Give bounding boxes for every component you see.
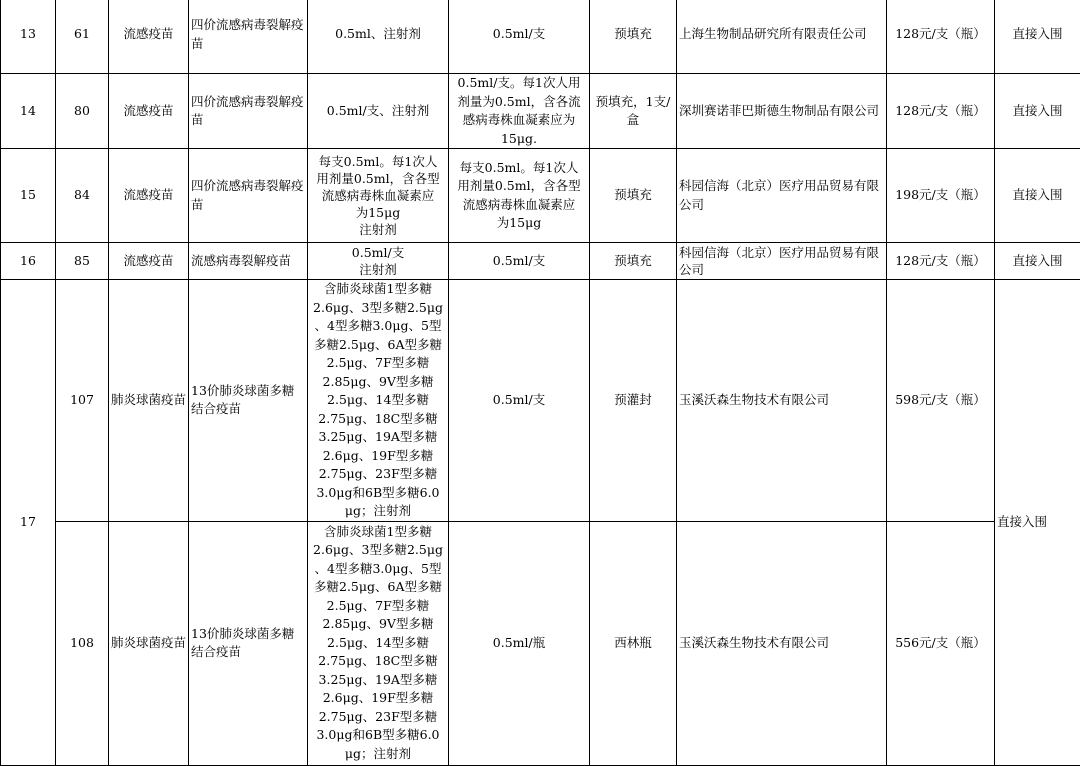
package-type: 预灌封 xyxy=(590,280,677,522)
status-text: 直接入围 xyxy=(995,243,1080,280)
spec-line: 2.75μg、23F型多糖 xyxy=(310,465,446,484)
dosage-line: 每支0.5ml。每1次人 xyxy=(451,159,587,178)
package-type: 预填充 xyxy=(590,0,677,74)
spec-line: 2.5μg、14型多糖 xyxy=(310,634,446,653)
spec-line: 多糖2.5μg、6A型多糖 xyxy=(310,336,446,355)
unit-price: 198元/支（瓶） xyxy=(887,149,995,243)
dosage-line: 流感病毒株血凝素应 xyxy=(451,196,587,215)
package-type: 预填充 xyxy=(590,149,677,243)
spec-line: 流感病毒株血凝素应 xyxy=(310,187,446,204)
spec-line: 用剂量0.5ml，含各型 xyxy=(310,170,446,187)
spec-cell xyxy=(308,521,449,765)
spec-line: 0.5ml/支 xyxy=(310,244,446,261)
row-number: 16 xyxy=(1,243,56,280)
spec-line: 3.0μg和6B型多糖6.0 xyxy=(310,484,446,503)
vaccine-name: 13价肺炎球菌多糖结合疫苗 xyxy=(189,521,308,765)
unit-price: 598元/支（瓶） xyxy=(887,280,995,522)
dosage-line: 剂量为0.5ml，含各流 xyxy=(451,93,587,112)
spec-line: 2.5μg、7F型多糖 xyxy=(310,354,446,373)
spec-line: 多糖2.5μg、6A型多糖 xyxy=(310,578,446,597)
vaccine-name: 13价肺炎球菌多糖结合疫苗 xyxy=(189,280,308,522)
company-name: 科园信海（北京）医疗用品贸易有限公司 xyxy=(677,243,887,280)
table-row xyxy=(1,521,1080,765)
item-id: 84 xyxy=(56,149,109,243)
unit-price: 128元/支（瓶） xyxy=(887,243,995,280)
status-text: 直接入围 xyxy=(995,0,1080,74)
spec-line: 、4型多糖3.0μg、5型 xyxy=(310,560,446,579)
vaccine-name: 四价流感病毒裂解疫苗 xyxy=(189,74,308,149)
spec-cell xyxy=(308,74,449,149)
vaccine-category: 流感疫苗 xyxy=(109,149,189,243)
company-name: 玉溪沃森生物技术有限公司 xyxy=(677,280,887,522)
package-type: 预填充 xyxy=(590,243,677,280)
spec-line: 2.6μg、19F型多糖 xyxy=(310,447,446,466)
status-text: 直接入围 xyxy=(995,280,1080,766)
vaccine-name: 四价流感病毒裂解疫苗 xyxy=(189,149,308,243)
spec-line: 注射剂 xyxy=(310,221,446,238)
unit-price: 556元/支（瓶） xyxy=(887,521,995,765)
table-row xyxy=(1,243,1080,280)
spec-line: 为15μg xyxy=(310,204,446,221)
spec-line: 2.75μg、18C型多糖 xyxy=(310,410,446,429)
dosage-line: 感病毒株血凝素应为 xyxy=(451,111,587,130)
status-text: 直接入围 xyxy=(995,74,1080,149)
spec-line: 3.25μg、19A型多糖 xyxy=(310,671,446,690)
vaccine-category: 肺炎球菌疫苗 xyxy=(109,521,189,765)
spec-line: μg；注射剂 xyxy=(310,745,446,764)
item-id: 80 xyxy=(56,74,109,149)
table-row xyxy=(1,149,1080,243)
dosage-line: 15μg. xyxy=(451,130,587,149)
item-id: 107 xyxy=(56,280,109,522)
item-id: 61 xyxy=(56,0,109,74)
table-row xyxy=(1,74,1080,149)
spec-line: 3.25μg、19A型多糖 xyxy=(310,428,446,447)
dosage-line: 为15μg xyxy=(451,214,587,233)
table-row xyxy=(1,0,1080,74)
vaccine-category: 肺炎球菌疫苗 xyxy=(109,280,189,522)
spec-line: 2.6μg、19F型多糖 xyxy=(310,689,446,708)
dosage-line: 用剂量0.5ml，含各型 xyxy=(451,177,587,196)
spec-line: 2.75μg、23F型多糖 xyxy=(310,708,446,727)
spec-line: 注射剂 xyxy=(310,261,446,278)
spec-cell xyxy=(308,0,449,74)
package-type: 西林瓶 xyxy=(590,521,677,765)
status-text: 直接入围 xyxy=(995,149,1080,243)
spec-line: 每支0.5ml。每1次人 xyxy=(310,153,446,170)
vaccine-category: 流感疫苗 xyxy=(109,0,189,74)
dosage-cell xyxy=(449,0,590,74)
spec-line: 2.6μg、3型多糖2.5μg xyxy=(310,299,446,318)
spec-cell xyxy=(308,280,449,522)
vaccine-category: 流感疫苗 xyxy=(109,74,189,149)
company-name: 科园信海（北京）医疗用品贸易有限公司 xyxy=(677,149,887,243)
spec-cell xyxy=(308,149,449,243)
row-number: 14 xyxy=(1,74,56,149)
package-type: 预填充，1支/盒 xyxy=(590,74,677,149)
spec-line: 3.0μg和6B型多糖6.0 xyxy=(310,726,446,745)
spec-line: 、4型多糖3.0μg、5型 xyxy=(310,317,446,336)
dosage-line: 0.5ml/支。每1次人用 xyxy=(451,74,587,93)
spec-line: 2.85μg、9V型多糖 xyxy=(310,373,446,392)
spec-line: 0.5ml/支、注射剂 xyxy=(310,102,446,121)
dosage-line: 0.5ml/支 xyxy=(451,25,587,44)
company-name: 玉溪沃森生物技术有限公司 xyxy=(677,521,887,765)
spec-line: 含肺炎球菌1型多糖 xyxy=(310,280,446,299)
table-row xyxy=(1,280,1080,522)
vaccine-name: 四价流感病毒裂解疫苗 xyxy=(189,0,308,74)
spec-line: 2.85μg、9V型多糖 xyxy=(310,615,446,634)
item-id: 108 xyxy=(56,521,109,765)
dosage-cell xyxy=(449,74,590,149)
dosage-cell xyxy=(449,243,590,280)
row-number: 17 xyxy=(1,280,56,766)
spec-line: μg；注射剂 xyxy=(310,502,446,521)
vaccine-name: 流感病毒裂解疫苗 xyxy=(189,243,308,280)
row-number: 13 xyxy=(1,0,56,74)
spec-line: 2.75μg、18C型多糖 xyxy=(310,652,446,671)
vaccine-category: 流感疫苗 xyxy=(109,243,189,280)
company-name: 上海生物制品研究所有限责任公司 xyxy=(677,0,887,74)
spec-line: 2.5μg、14型多糖 xyxy=(310,391,446,410)
spec-line: 含肺炎球菌1型多糖 xyxy=(310,523,446,542)
dosage-cell xyxy=(449,149,590,243)
spec-cell xyxy=(308,243,449,280)
spec-line: 0.5ml、注射剂 xyxy=(310,25,446,44)
company-name: 深圳赛诺菲巴斯德生物制品有限公司 xyxy=(677,74,887,149)
dosage-cell: 0.5ml/支 xyxy=(449,280,590,522)
dosage-line: 0.5ml/支 xyxy=(451,252,587,271)
spec-line: 2.6μg、3型多糖2.5μg xyxy=(310,541,446,560)
item-id: 85 xyxy=(56,243,109,280)
unit-price: 128元/支（瓶） xyxy=(887,74,995,149)
spec-line: 2.5μg、7F型多糖 xyxy=(310,597,446,616)
row-number: 15 xyxy=(1,149,56,243)
dosage-cell: 0.5ml/瓶 xyxy=(449,521,590,765)
unit-price: 128元/支（瓶） xyxy=(887,0,995,74)
